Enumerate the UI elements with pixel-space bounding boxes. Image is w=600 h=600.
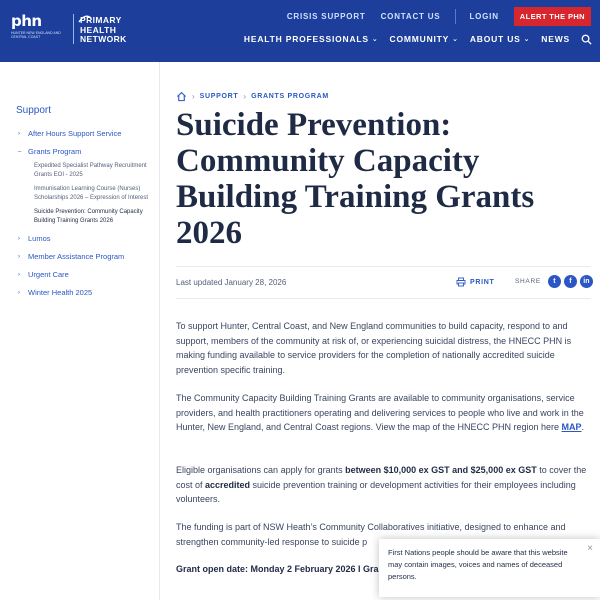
share-bar [515, 275, 593, 288]
sidebar-item-grants-program[interactable] [0, 147, 158, 157]
sidebar-item-label: After Hours Support Service [28, 129, 122, 138]
chevron-right-icon: › [18, 254, 20, 260]
divider [176, 298, 591, 299]
chevron-right-icon: › [18, 236, 20, 242]
breadcrumb-support[interactable]: SUPPORT [199, 92, 239, 100]
logo-region: HUNTER NEW ENGLAND AND CENTRAL COAST [11, 31, 61, 39]
chevron-down-icon: ⌄ [452, 36, 459, 43]
grant-open-date: Grant open date: Monday 2 February 2026 I Gra [176, 564, 379, 574]
grant-amount: between $10,000 ex GST and $25,000 ex GST [345, 465, 537, 475]
nav-about-us[interactable] [470, 34, 530, 44]
chevron-right-icon: › [18, 290, 20, 296]
nav-news[interactable] [541, 34, 570, 44]
main-nav [244, 32, 600, 46]
paragraph-text: suicide prevention training or development activities for their employees including volunteers. [176, 479, 576, 504]
sidebar-subitem-immunisation[interactable]: Immunisation Learning Course (Nurses) Scholarships 2026 – Expression of Interest [34, 186, 149, 201]
facebook-icon[interactable]: f [564, 275, 577, 288]
nav-label: COMMUNITY [389, 34, 450, 44]
paragraph-text: . [581, 422, 585, 432]
sidebar-item-label: Lumos [28, 234, 51, 243]
cultural-notice [379, 539, 600, 597]
dash-icon: – [18, 149, 22, 155]
body-paragraph: To support Hunter, Central Coast, and New England communities to build capacity, respond to and support, members of the community at risk of, or experiencing suicidal distress, the HNECC PHN is making funding available to service providers for the completion of nationally accredited suicide prevention specific training. [176, 321, 572, 375]
crisis-support-link[interactable]: CRISIS SUPPORT [286, 12, 366, 21]
search-icon[interactable] [581, 34, 592, 45]
breadcrumb [176, 90, 334, 102]
phn-logo[interactable] [11, 12, 127, 44]
print-button[interactable] [456, 277, 495, 287]
sidebar-title[interactable]: Support [16, 105, 52, 116]
twitter-icon[interactable]: t [548, 275, 561, 288]
site-header [0, 0, 600, 62]
logo-divider [73, 14, 74, 44]
map-link[interactable]: MAP [561, 422, 582, 432]
nav-label: HEALTH PROFESSIONALS [243, 34, 369, 44]
sidebar-list [0, 129, 158, 298]
page-title: Suicide Prevention: Community Capacity Building Training Grants 2026 [176, 107, 535, 251]
breadcrumb-grants-program[interactable]: GRANTS PROGRAM [251, 92, 329, 100]
print-label: PRINT [470, 278, 495, 286]
nav-label: ABOUT US [469, 34, 521, 44]
utility-nav [287, 8, 600, 25]
sidebar-item-winter-health[interactable] [0, 288, 158, 298]
last-updated: Last updated January 28, 2026 [176, 278, 287, 287]
accredited-text: accredited [205, 479, 251, 490]
nav-label: NEWS [541, 34, 570, 44]
chevron-right-icon: › [18, 272, 20, 278]
sidebar-item-label: Urgent Care [28, 270, 69, 279]
logo-name: PRIMARY HEALTH NETWORK [80, 15, 127, 44]
paragraph-text: Eligible organisations can apply for grants [176, 465, 346, 475]
sidebar-item-label: Member Assistance Program [28, 252, 125, 261]
alert-the-phn-button[interactable]: ALERT THE PHN [514, 7, 591, 26]
chevron-right-icon: › [243, 91, 247, 101]
sidebar-item-member-assistance[interactable] [0, 252, 158, 262]
login-link[interactable]: LOGIN [469, 12, 499, 21]
sidebar-item-urgent-care[interactable] [0, 270, 158, 280]
utility-divider [455, 9, 456, 24]
chevron-down-icon: ⌄ [371, 36, 379, 43]
printer-icon [456, 277, 466, 287]
divider [176, 266, 591, 267]
body-paragraph [176, 463, 591, 507]
body-paragraph [176, 391, 591, 435]
sidebar-subitem-specialist-pathway[interactable]: Expedited Specialist Pathway Recruitment Grants EOI - 2025 [34, 163, 147, 178]
body-paragraph: The funding is part of NSW Heath’s Community Collaboratives initiative, designed to enhance and strengthen community-led response to suicide p [176, 522, 566, 547]
share-label: SHARE [515, 278, 541, 285]
notice-text: First Nations people should be aware that this website may contain images, voices and names of deceased persons. [388, 548, 568, 581]
chevron-right-icon: › [192, 91, 195, 101]
paragraph-text: The Community Capacity Building Training Grants are available to community organisations, service providers, and health practitioners operating and delivering services to people who live and work in the Hunter, New England, and Central Coast regions. View the map of the HNECC PHN region here [176, 393, 584, 432]
chevron-down-icon: ⌄ [523, 36, 531, 43]
logo-short: phn [11, 12, 42, 30]
close-icon[interactable]: × [587, 543, 593, 554]
home-icon[interactable] [176, 91, 187, 102]
sidebar-subitem-suicide-prevention[interactable]: Suicide Prevention: Community Capacity Building Training Grants 2026 [34, 209, 143, 224]
paragraph-text: to cover the cost of [176, 465, 587, 490]
sidebar-item-label: Grants Program [28, 147, 82, 156]
sidebar [0, 62, 160, 600]
chevron-right-icon: › [18, 131, 20, 137]
sidebar-item-after-hours[interactable] [0, 129, 158, 139]
nav-community[interactable] [390, 34, 459, 44]
sidebar-item-lumos[interactable] [0, 234, 158, 244]
nav-health-professionals[interactable] [244, 34, 379, 44]
contact-us-link[interactable]: CONTACT US [380, 12, 441, 21]
linkedin-icon[interactable]: in [580, 275, 593, 288]
sidebar-item-label: Winter Health 2025 [28, 288, 93, 297]
